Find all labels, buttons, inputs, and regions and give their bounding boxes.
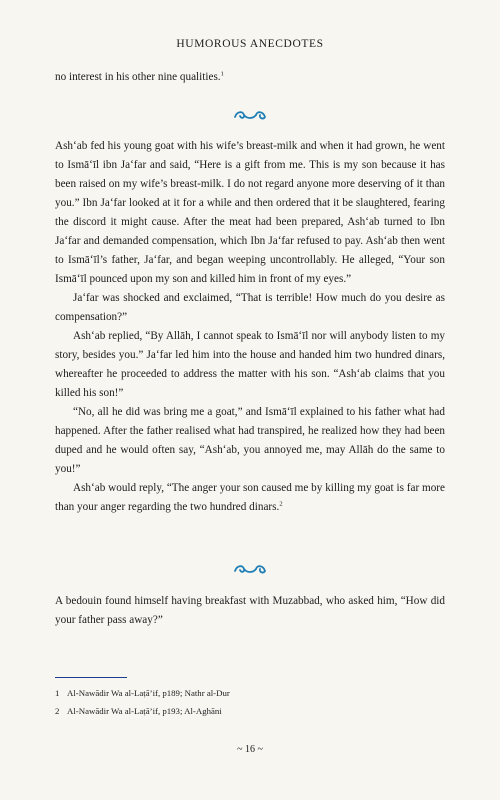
swirl-ornament-icon	[232, 562, 268, 576]
footnote-text: Al-Nawādir Wa al-Laṭā’if, p193; Al-Aghāni	[67, 706, 222, 716]
text-block-anecdote-ashab	[55, 137, 445, 517]
footnote-divider	[55, 677, 127, 678]
paragraph: A bedouin found himself having breakfast with Muzabbad, who asked him, “How did your father pass away?”	[55, 595, 445, 626]
footnote	[55, 684, 445, 702]
footnotes	[55, 684, 445, 720]
paragraph	[55, 479, 445, 517]
running-head: HUMOROUS ANECDOTES	[176, 38, 324, 50]
paragraph: Ash‘ab replied, “By Allāh, I cannot speak to Ismā‘īl nor will anybody listen to my story, besides you.” Ja‘far led him into the house and handed him two hundred dinars, whereafter he proceeded to address the matter with his son. “Ash‘ab claims that you killed his son!”	[55, 330, 445, 399]
paragraph: Ash‘ab fed his young goat with his wife’s breast-milk and when it had grown, he went to Ismā‘īl ibn Ja‘far and said, “Here is a gift from me. This is my son because it has been raised on my wife’s breast-milk. I do not regard anyone more deserving of it than you.” Ibn Ja‘far looked at it for a while and then ordered that it be slaughtered, fearing the discord it might cause. After the meat had been prepared, Ash‘ab turned to Ibn Ja‘far and demanded compensation, which Ibn Ja‘far refused to pay. Ash‘ab then went to Ismā‘īl’s father, Ja‘far, and began weeping uncontrollably. He alleged, “Your son Ismā‘īl pounced upon my son and killed him in front of my eyes.”	[55, 140, 445, 285]
paragraph	[55, 68, 445, 87]
footnote-number: 1	[55, 688, 60, 698]
paragraph: “No, all he did was bring me a goat,” and Ismā‘īl explained to his father what had happened. After the father realised what had transpired, he realized how they had been duped and he would often say, “Ash‘ab, you annoyed me, may Allāh do the same to you!”	[55, 406, 445, 475]
footnote-ref: 2	[279, 500, 283, 508]
page-number: ~ 16 ~	[237, 744, 263, 755]
footnote-text: Al-Nawādir Wa al-Laṭā’if, p189; Nathr al-Dur	[67, 688, 230, 698]
footnote-number: 2	[55, 706, 60, 716]
paragraph-text: Ash‘ab would reply, “The anger your son caused me by killing my goat is far more than your anger regarding the two hundred dinars.	[55, 482, 445, 513]
footnote	[55, 702, 445, 720]
paragraph-text: no interest in his other nine qualities.	[55, 71, 221, 83]
swirl-ornament-icon	[232, 108, 268, 122]
footnote-ref: 1	[220, 70, 224, 78]
text-block-continuation	[55, 68, 445, 87]
text-block-anecdote-bedouin	[55, 592, 445, 630]
paragraph: Ja‘far was shocked and exclaimed, “That is terrible! How much do you desire as compensation?”	[55, 292, 445, 323]
